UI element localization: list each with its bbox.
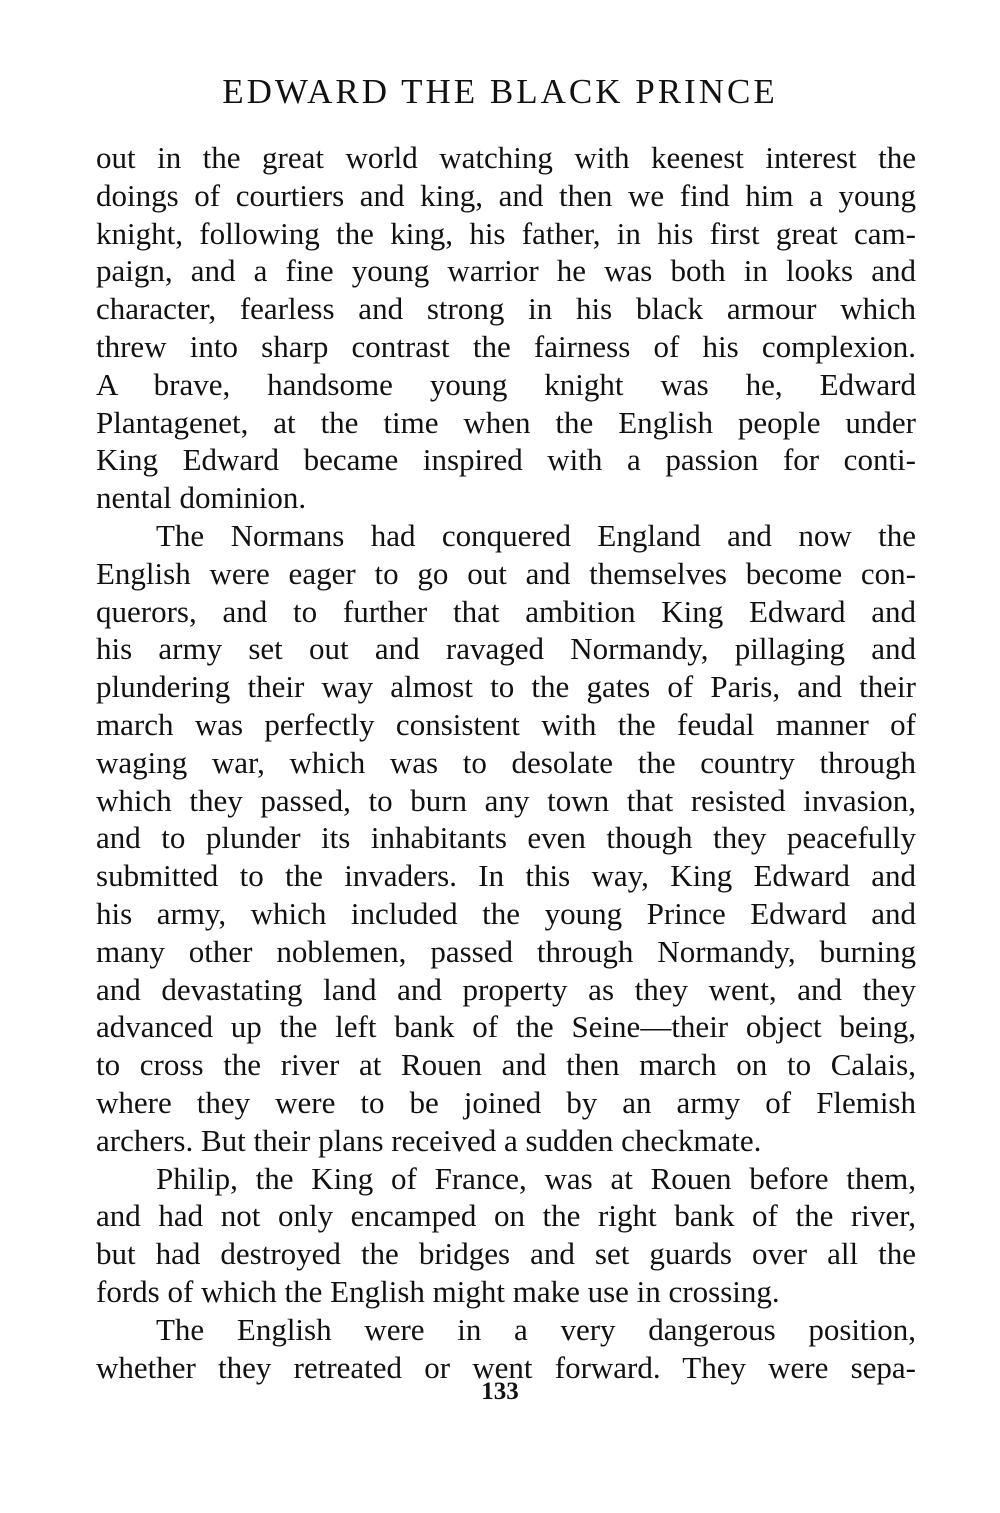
text-line-paragraph-end: archers. But their plans received a sudden checkmate. [96,1122,762,1158]
text-line-paragraph-start: The English were in a very dangerous position, [156,1311,916,1347]
text-line: character, fearless and strong in his black armour which [96,291,916,327]
text-line: King Edward became inspired with a passion for conti- [96,442,916,478]
text-line: his army set out and ravaged Normandy, pillaging and [96,631,916,667]
text-line: and had not only encamped on the right bank of the river, [96,1198,916,1234]
text-line: many other noblemen, passed through Normandy, burning [96,933,916,969]
page-number: 133 [481,1378,519,1405]
text-line-paragraph-end: fords of which the English might make use in crossing. [96,1273,780,1309]
text-line: his army, which included the young Prince Edward and [96,895,916,931]
text-line: doings of courtiers and king, and then we find him a young [96,177,916,213]
text-line: but had destroyed the bridges and set guards over all the [96,1236,916,1272]
text-line: which they passed, to burn any town that resisted invasion, [96,782,916,818]
text-line: plundering their way almost to the gates of Paris, and their [96,669,916,705]
text-line: to cross the river at Rouen and then march on to Calais, [96,1047,916,1083]
text-line-paragraph-start: Philip, the King of France, was at Rouen before them, [156,1160,916,1196]
text-line: English were eager to go out and themselves become con- [96,555,916,591]
text-line: Plantagenet, at the time when the English people under [96,404,916,440]
text-line: waging war, which was to desolate the country through [96,744,916,780]
text-line: A brave, handsome young knight was he, Edward [96,366,916,402]
running-head: EDWARD THE BLACK PRINCE [222,72,778,111]
text-line: knight, following the king, his father, in his first great cam- [96,215,916,251]
text-line: march was perfectly consistent with the feudal manner of [96,706,916,742]
text-line: where they were to be joined by an army of Flemish [96,1084,916,1120]
text-line: paign, and a fine young warrior he was both in looks and [96,253,916,289]
body-text [96,139,916,1386]
text-line: out in the great world watching with keenest interest the [96,140,916,175]
text-line: advanced up the left bank of the Seine—their object being, [96,1009,916,1045]
text-line-paragraph-end: nental dominion. [96,480,307,516]
text-line: and devastating land and property as they went, and they [96,971,916,1007]
text-line: submitted to the invaders. In this way, King Edward and [96,858,916,894]
text-line-paragraph-start: The Normans had conquered England and now the [156,517,916,553]
text-line: whether they retreated or went forward. They were sepa- [96,1349,916,1385]
text-line: threw into sharp contrast the fairness of his complexion. [96,328,916,364]
text-line: and to plunder its inhabitants even though they peacefully [96,820,916,856]
text-line: querors, and to further that ambition King Edward and [96,593,916,629]
